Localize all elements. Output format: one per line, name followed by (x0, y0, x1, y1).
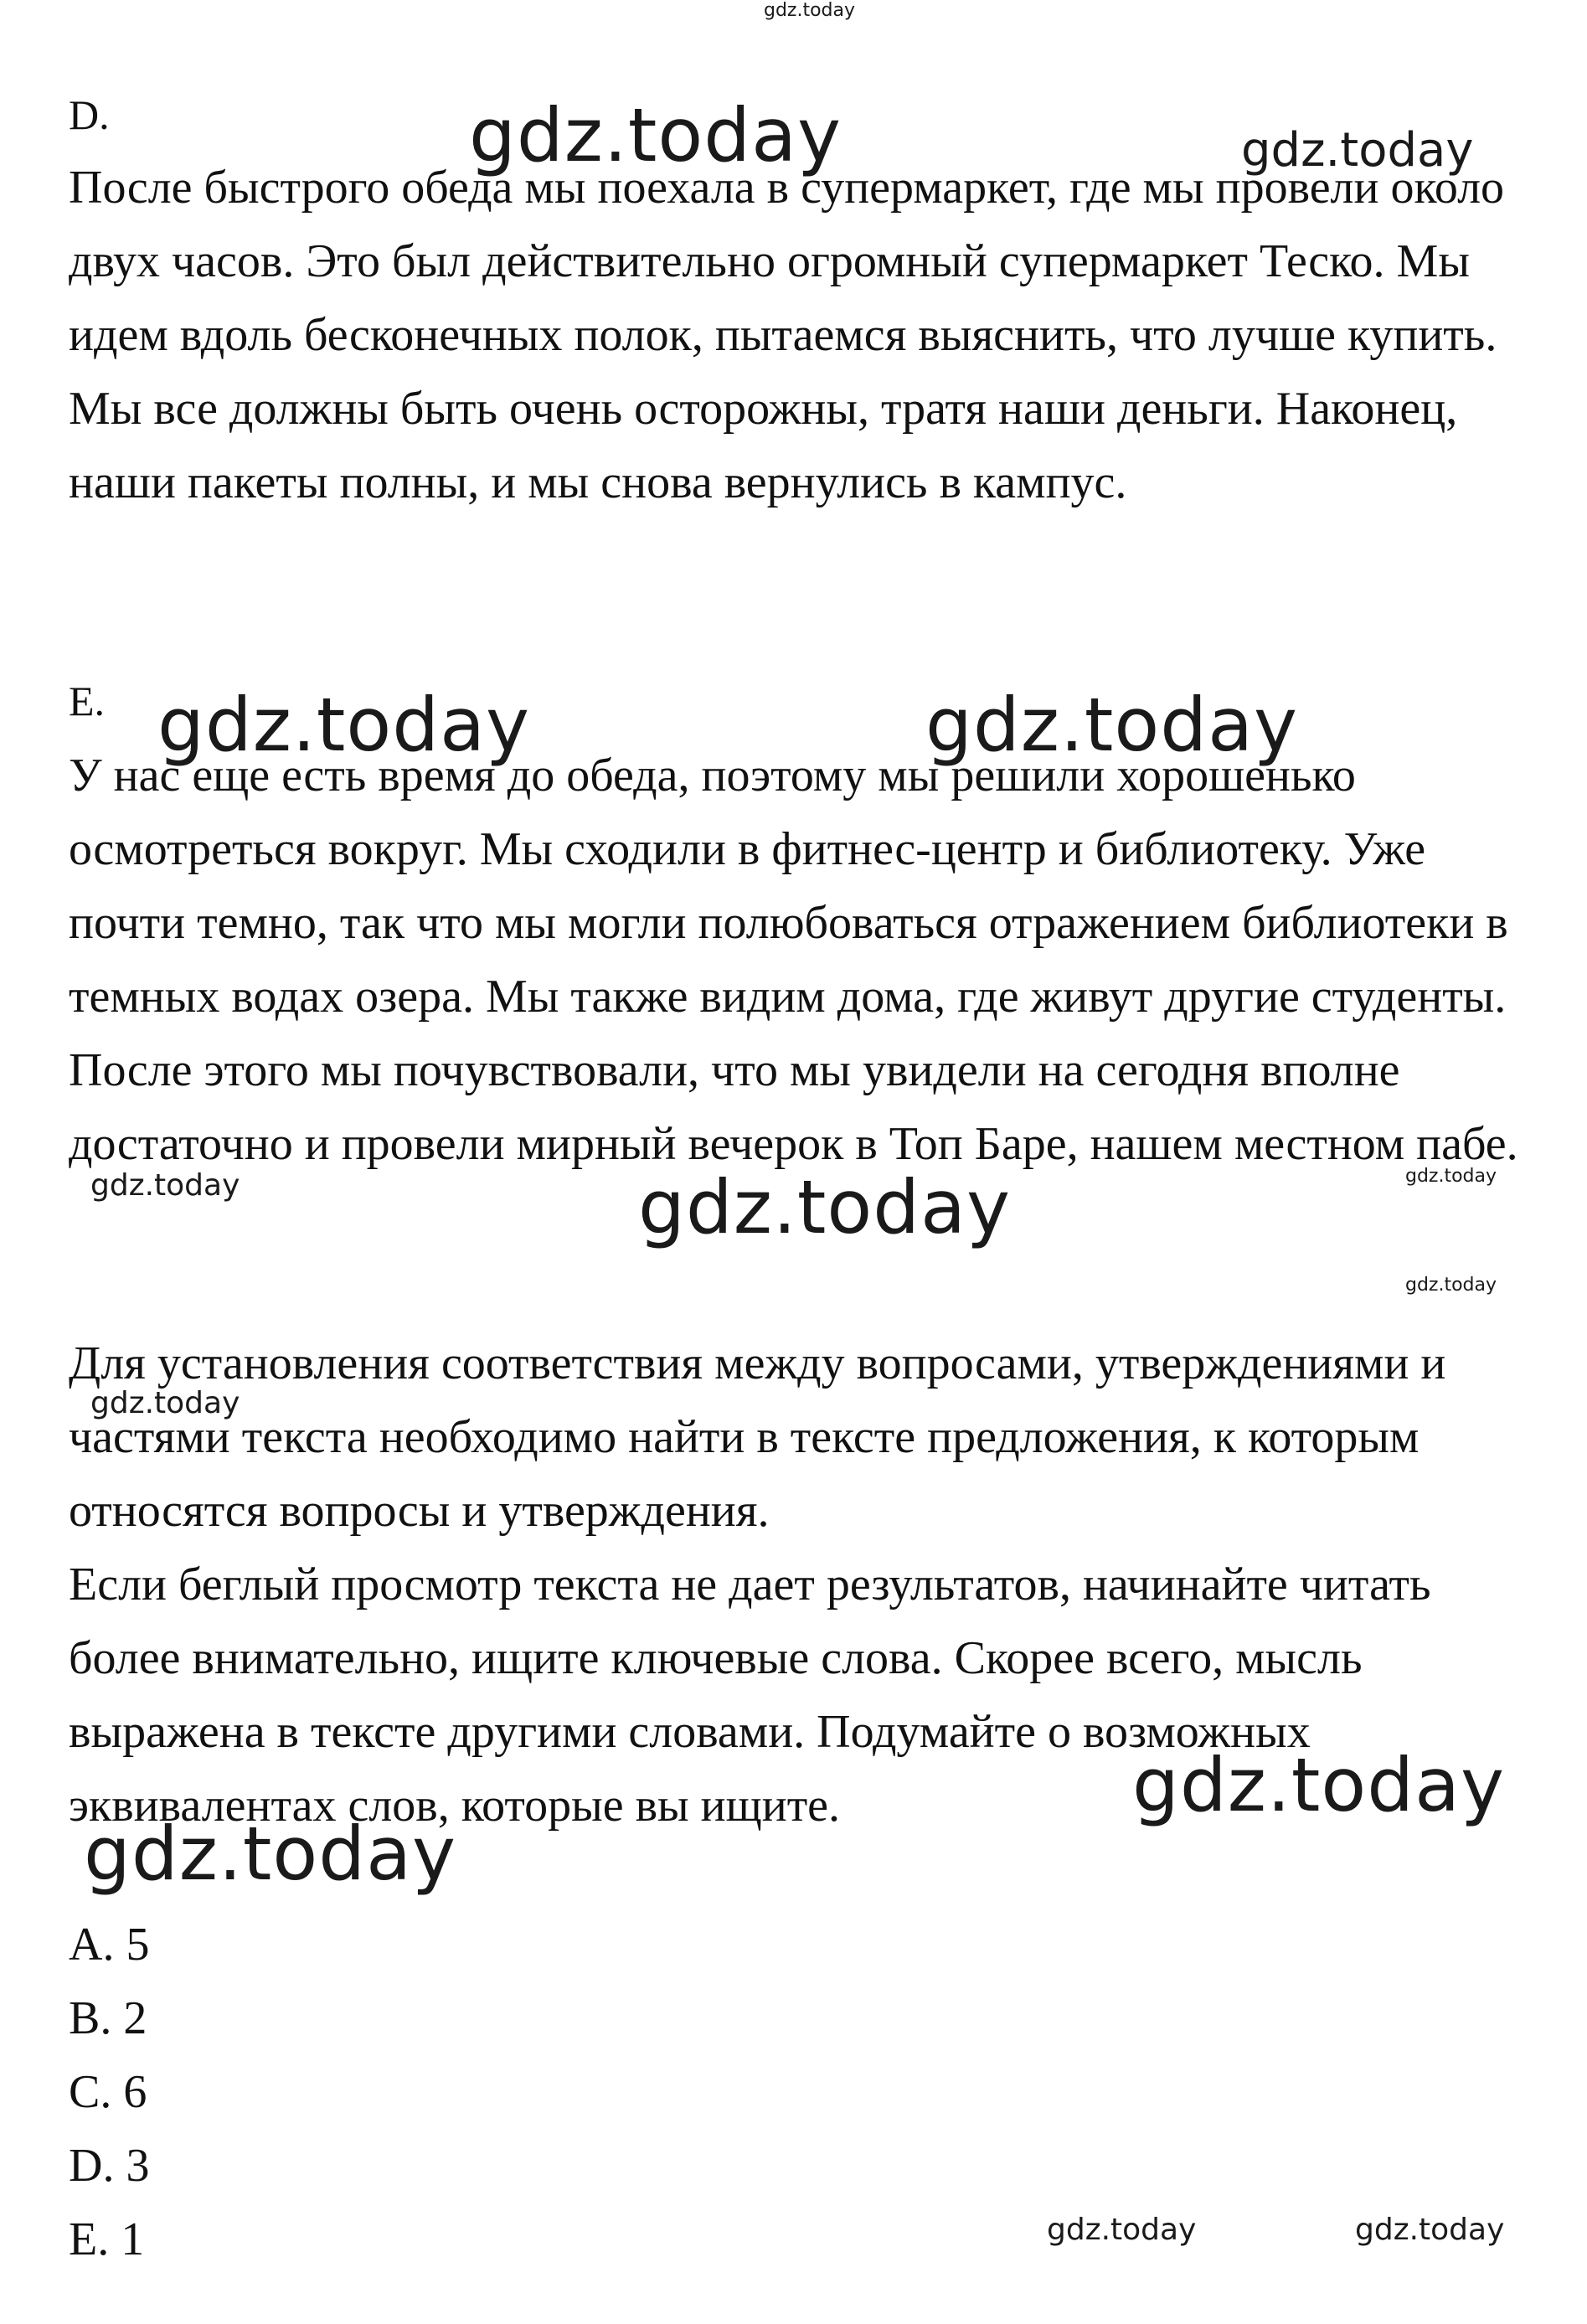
watermark: gdz.today (1405, 1275, 1497, 1296)
answer-item: B. 2 (69, 1992, 147, 2044)
watermark: gdz.today (764, 0, 856, 21)
watermark: gdz.today (925, 682, 1299, 768)
watermark: gdz.today (1132, 1742, 1506, 1828)
watermark: gdz.today (84, 1811, 457, 1897)
section-d-text (69, 151, 1526, 519)
answer-item: C. 6 (69, 2066, 147, 2118)
section-e-paragraph: У нас еще есть время до обеда, поэтому мы решили хорошенько осмотреться вокруг. Мы сходили в фитнес-центр и библиотеку. Уже почти темно, так что мы могли полюбоваться отражением библиотеки в темных водах озера. Мы также видим дома, где живут другие студенты. После этого мы почувствовали, что мы увидели на сегодня вполне достаточно и провели мирный вечерок в Топ Баре, нашем местном пабе. (69, 750, 1518, 1170)
watermark: gdz.today (157, 682, 531, 768)
watermark: gdz.today (90, 1386, 240, 1420)
section-e-text (69, 739, 1526, 1181)
watermark: gdz.today (469, 92, 842, 178)
advice-block (69, 1327, 1526, 1842)
section-d-paragraph: После быстрого обеда мы поехала в супермаркет, где мы провели около двух часов. Это был действительно огромный супермаркет Теско. Мы идем вдоль бесконечных полок, пытаемся выяснить, что лучше купить. Мы все должны быть очень осторожны, тратя наши деньги. Наконец, наши пакеты полны, и мы снова вернулись в кампус. (69, 162, 1505, 508)
watermark: gdz.today (90, 1168, 240, 1203)
watermark: gdz.today (1405, 1166, 1497, 1187)
watermark: gdz.today (1047, 2213, 1197, 2247)
section-e-label: E. (69, 678, 106, 724)
section-d-label: D. (69, 91, 110, 138)
watermark: gdz.today (1241, 123, 1474, 178)
answer-item: D. 3 (69, 2140, 150, 2192)
watermark: gdz.today (638, 1164, 1012, 1250)
answer-item: E. 1 (69, 2213, 145, 2265)
answer-item: A. 5 (69, 1919, 150, 1971)
answers-list (69, 1908, 149, 2276)
watermark: gdz.today (1355, 2213, 1505, 2247)
advice-paragraph-1: Для установления соответствия между вопросами, утверждениями и частями текста необходимо найти в тексте предложения, к которым относятся вопросы и утверждения. (69, 1337, 1446, 1537)
advice-paragraph-2: Если беглый просмотр текста не дает результатов, начинайте читать более внимательно, ищите ключевые слова. Скорее всего, мысль выражена в тексте другими словами. Подумайте о возможных эквивалентах слов, которые вы ищите. (69, 1559, 1431, 1832)
